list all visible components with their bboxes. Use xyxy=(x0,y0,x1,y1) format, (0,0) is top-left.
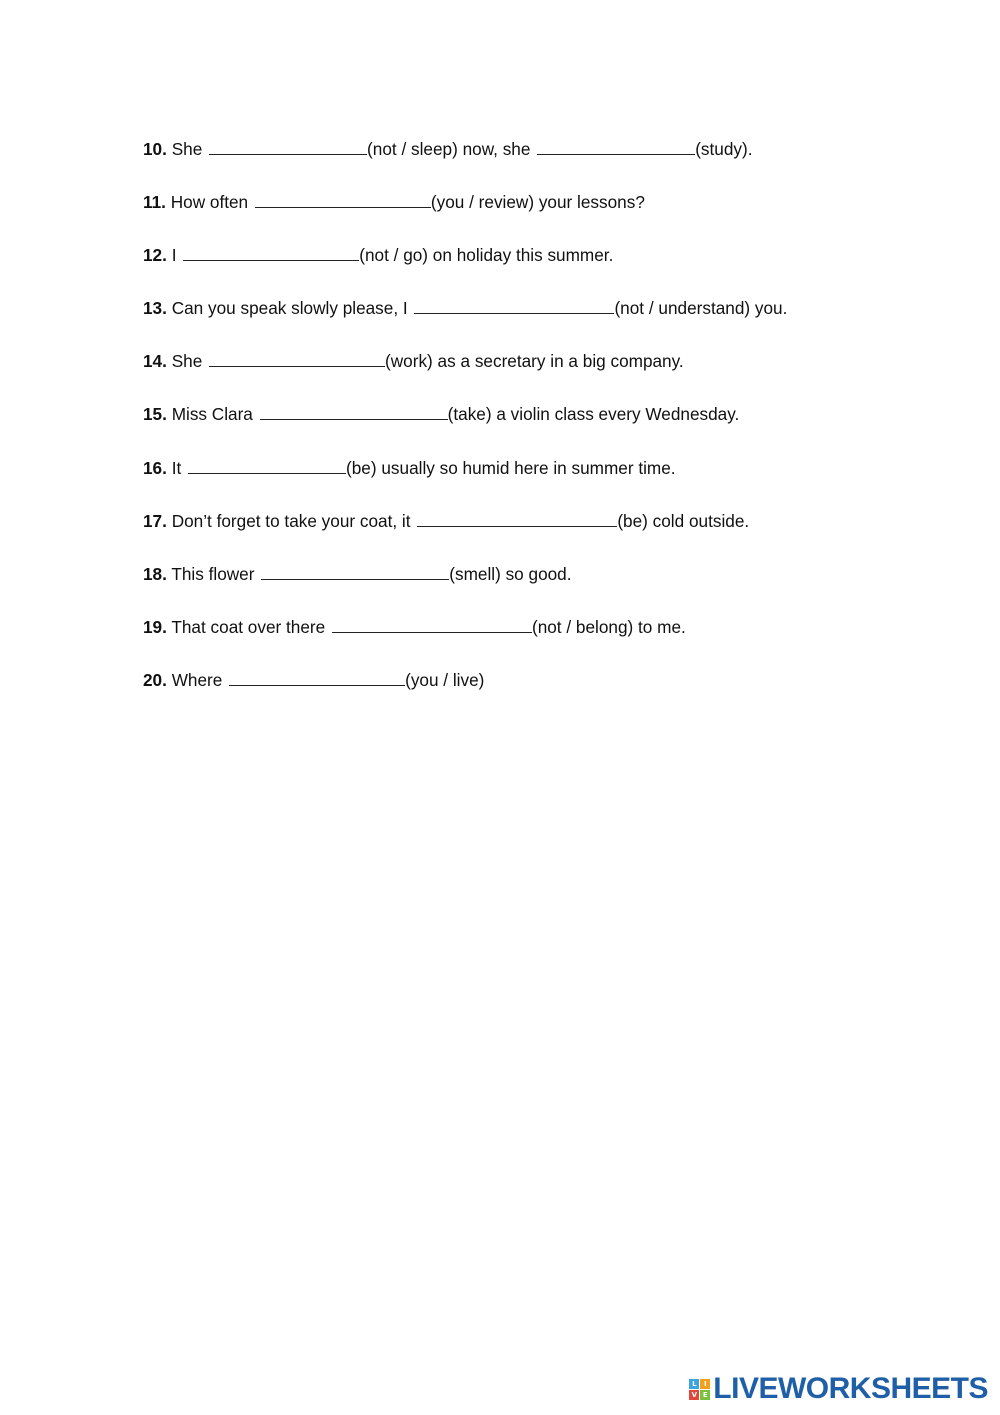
question-text: (not / sleep) now, she xyxy=(367,139,536,159)
question-text: Where xyxy=(171,669,228,690)
question-10 xyxy=(143,137,903,190)
answer-blank[interactable] xyxy=(229,668,405,686)
answer-blank[interactable] xyxy=(537,137,695,155)
question-text: (you / review) your lessons? xyxy=(430,192,645,213)
answer-blank[interactable] xyxy=(417,509,617,527)
question-12 xyxy=(143,243,903,296)
question-text: (not / belong) to me. xyxy=(531,616,686,637)
question-15 xyxy=(143,402,903,455)
question-number: 15. xyxy=(143,404,167,425)
logo-text: LIVEWORKSHEETS xyxy=(713,1372,988,1405)
logo-cell-icon: V xyxy=(689,1390,699,1400)
answer-blank[interactable] xyxy=(209,349,385,367)
question-number: 18. xyxy=(143,563,167,584)
logo-cell-icon: L xyxy=(689,1379,699,1389)
question-text: (study). xyxy=(695,139,753,159)
question-17 xyxy=(143,509,903,562)
question-11 xyxy=(143,190,903,243)
question-text: How often xyxy=(170,192,253,213)
question-number: 11. xyxy=(143,192,166,213)
answer-blank[interactable] xyxy=(188,456,346,474)
question-14 xyxy=(143,349,903,402)
question-20 xyxy=(143,668,903,721)
worksheet-questions xyxy=(143,137,903,721)
question-text: Miss Clara xyxy=(171,404,258,425)
answer-blank[interactable] xyxy=(261,562,449,580)
question-number: 16. xyxy=(143,457,167,478)
answer-blank[interactable] xyxy=(183,243,359,261)
question-text: (not / understand) you. xyxy=(614,298,788,319)
question-number: 10. xyxy=(143,139,167,159)
question-number: 19. xyxy=(143,616,167,637)
logo-cell-icon: I xyxy=(700,1379,710,1389)
question-text: (not / go) on holiday this summer. xyxy=(359,245,614,266)
question-text: (take) a violin class every Wednesday. xyxy=(447,404,740,425)
liveworksheets-logo-icon xyxy=(689,1379,710,1400)
question-16 xyxy=(143,456,903,509)
question-13 xyxy=(143,296,903,349)
question-text: She xyxy=(171,351,208,372)
question-text: (work) as a secretary in a big company. xyxy=(385,351,684,372)
question-text: That coat over there xyxy=(171,616,330,637)
question-number: 14. xyxy=(143,351,167,372)
answer-blank[interactable] xyxy=(332,615,532,633)
question-text: (be) usually so humid here in summer time. xyxy=(346,457,676,478)
question-text: Don’t forget to take your coat, it xyxy=(171,510,416,531)
answer-blank[interactable] xyxy=(260,402,448,420)
question-number: 17. xyxy=(143,510,167,531)
question-text: (be) cold outside. xyxy=(617,510,750,531)
question-text: (smell) so good. xyxy=(449,563,572,584)
answer-blank[interactable] xyxy=(255,190,431,208)
question-text: She xyxy=(171,139,208,159)
question-text: I xyxy=(171,245,182,266)
question-18 xyxy=(143,562,903,615)
question-text: This flower xyxy=(171,563,260,584)
question-text: (you / live) xyxy=(405,669,485,690)
question-text: It xyxy=(171,457,187,478)
question-number: 13. xyxy=(143,298,167,319)
question-number: 12. xyxy=(143,245,167,266)
answer-blank[interactable] xyxy=(414,296,614,314)
question-number: 20. xyxy=(143,669,167,690)
question-text: Can you speak slowly please, I xyxy=(171,298,413,319)
logo-cell-icon: E xyxy=(700,1390,710,1400)
question-19 xyxy=(143,615,903,668)
answer-blank[interactable] xyxy=(209,137,367,155)
liveworksheets-logo xyxy=(689,1371,988,1407)
